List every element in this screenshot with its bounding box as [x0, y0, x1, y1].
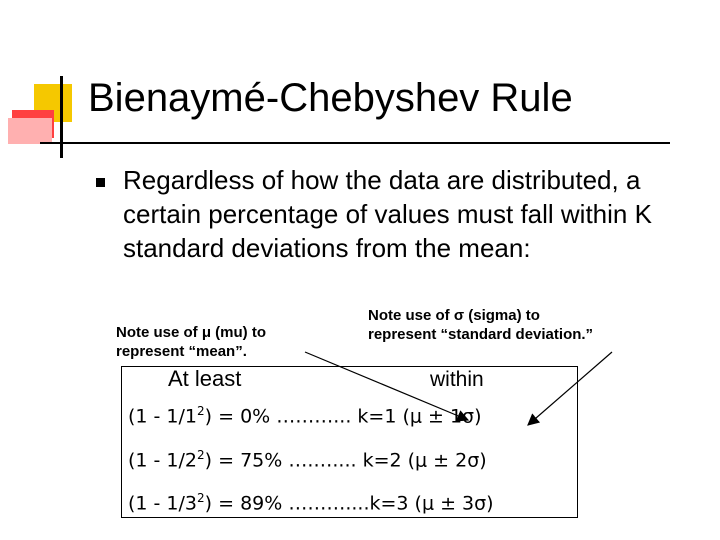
- bullet-text: Regardless of how the data are distributed, a certain percentage of values must fall within K standard deviations from the mean:: [123, 165, 652, 263]
- row-exponent: 2: [197, 491, 205, 505]
- arrow-sigma: [528, 352, 612, 425]
- row-expr: (1 - 1/3: [128, 492, 198, 515]
- note-mu-line2: represent “mean”.: [116, 343, 247, 360]
- arrow-mu: [305, 352, 468, 420]
- note-mu-line1: Note use of μ (mu) to: [116, 324, 266, 341]
- row-exponent: 2: [197, 404, 205, 418]
- header-at-least: At least: [168, 366, 242, 391]
- row-result: ) = 75% ….….... k=2 (μ ± 2σ): [204, 449, 487, 472]
- note-sigma-line1: Note use of σ (sigma) to: [368, 307, 540, 324]
- row-result: ) = 0% ………... k=1 (μ ± 1σ): [204, 405, 482, 428]
- row-expr: (1 - 1/1: [128, 405, 198, 428]
- slide-title: Bienaymé-Chebyshev Rule: [88, 76, 573, 120]
- row-exponent: 2: [197, 448, 205, 462]
- note-sigma-line2: represent “standard deviation.”: [368, 326, 594, 343]
- row-expr: (1 - 1/2: [128, 449, 198, 472]
- row-result: ) = 89% ………....k=3 (μ ± 3σ): [204, 492, 494, 515]
- header-within: within: [430, 368, 484, 391]
